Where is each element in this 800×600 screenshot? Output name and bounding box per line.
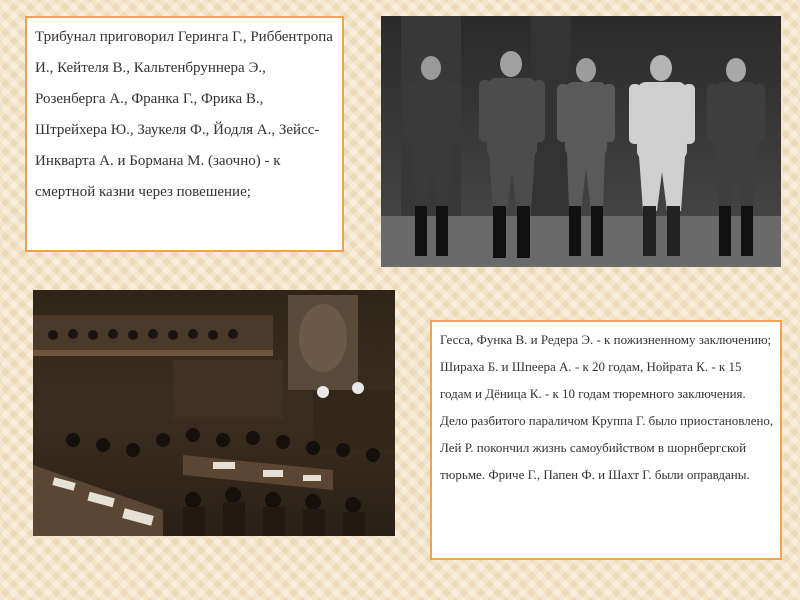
prison-sentence-textbox (430, 320, 782, 560)
death-sentence-textbox (25, 16, 344, 252)
death-sentence-text: Трибунал приговорил Геринга Г., Риббентропа И., Кейтеля В., Кальтенбруннера Э., Розенберга А., Франка Г., Фрика В., Штрейхера Ю., Заукеля Ф., Йодля А., Зейсс-Инкварта А. и Бормана М. (заочно) - к смертной казни через повешение; (35, 29, 333, 200)
officials-group-photo (381, 16, 781, 267)
prison-sentence-text: Гесса, Функа В. и Редера Э. - к пожизненному заключению; Шираха Б. и Шпеера А. - к 20 годам, Нойрата К. - к 15 годам и Дёница К. - к 10 годам тюремного заключения. Дело разбитого параличом Круппа Г. было приостановлено, Лей Р. покончил жизнь самоубийством в шорнбергской тюрьме. Фриче Г., Папен Ф. и Шахт Г. были оправданы. (440, 332, 774, 482)
courtroom-photo (33, 290, 395, 536)
